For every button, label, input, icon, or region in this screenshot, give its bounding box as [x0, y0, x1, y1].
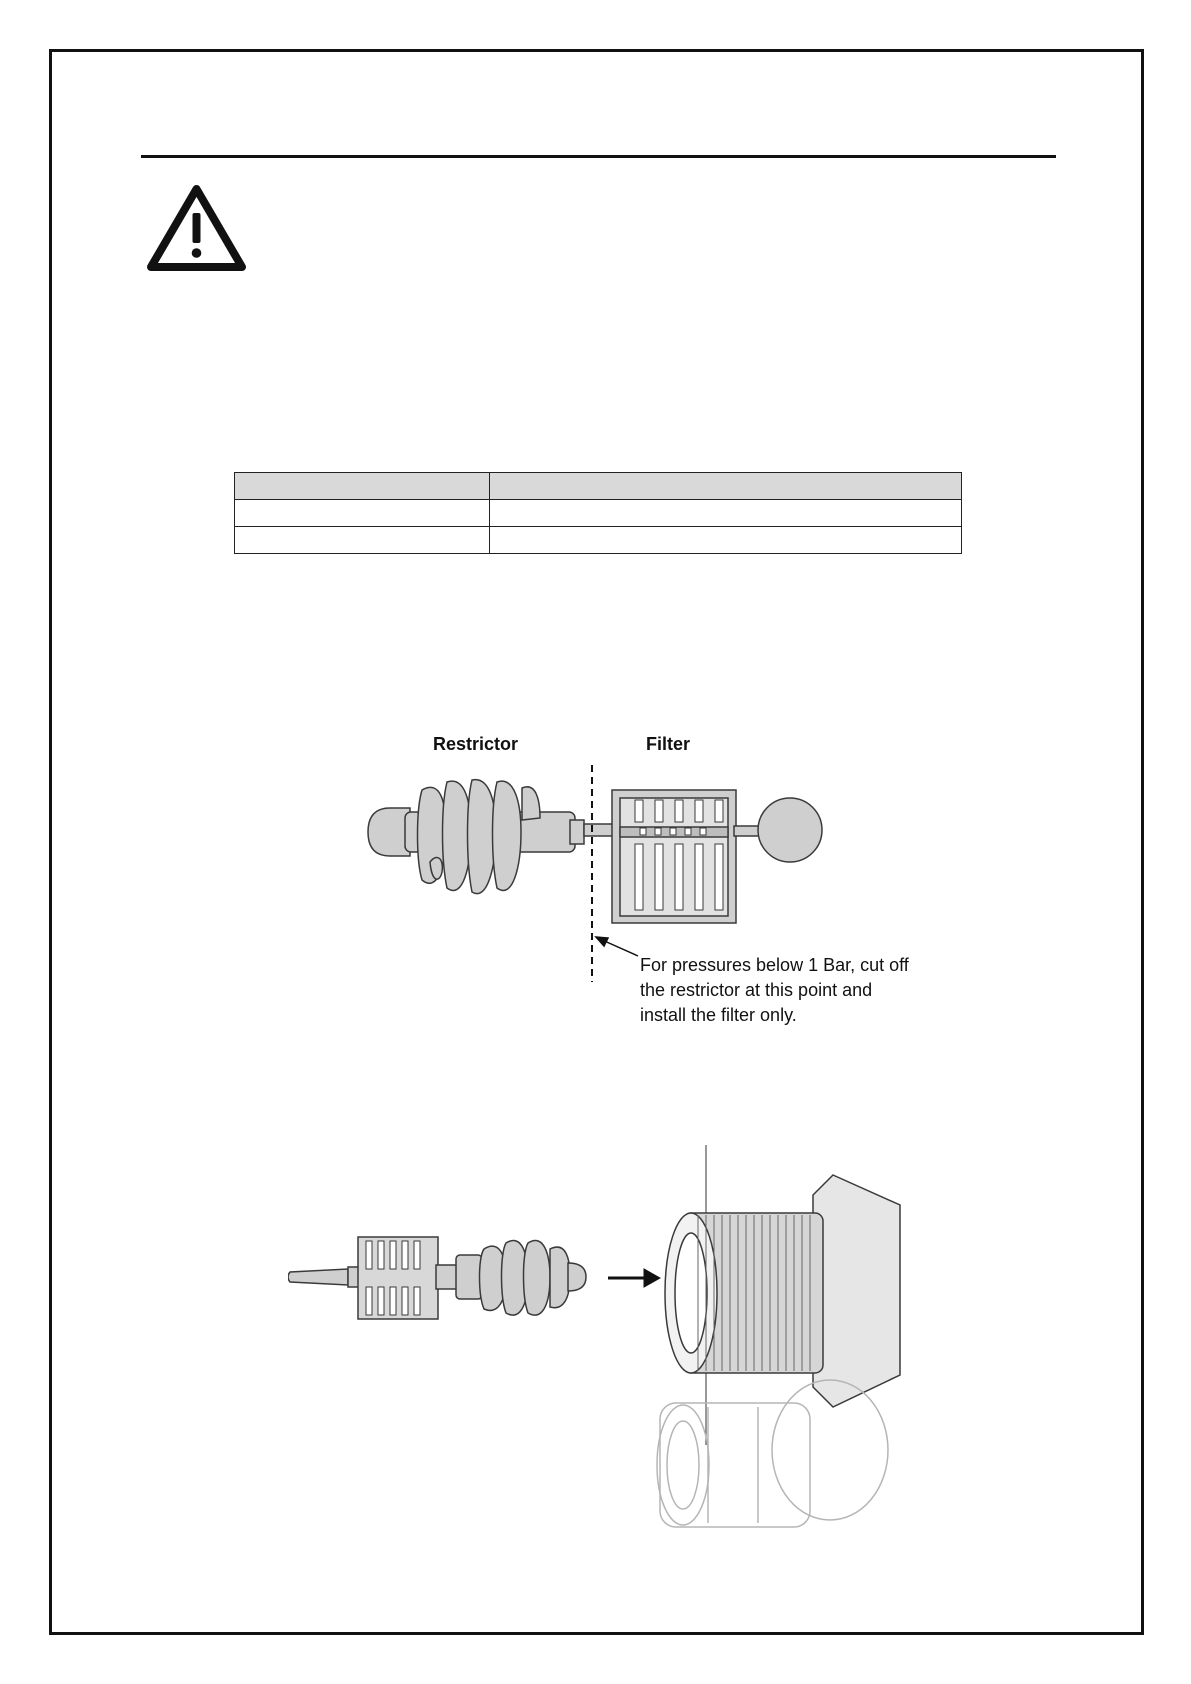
table-cell — [235, 473, 490, 500]
note-line: the restrictor at this point and — [640, 980, 873, 1000]
filter-label: Filter — [646, 734, 691, 754]
table-cell — [235, 500, 490, 527]
table-cell — [490, 500, 962, 527]
table-cell — [235, 527, 490, 554]
restrictor-label: Restrictor — [433, 734, 519, 754]
note-line: install the filter only. — [640, 1005, 797, 1025]
cut-instruction-note — [640, 953, 960, 1028]
table-row — [235, 500, 962, 527]
threaded-fitting — [665, 1175, 900, 1407]
warning-icon — [145, 183, 248, 273]
table-cell — [490, 527, 962, 554]
table-row — [235, 527, 962, 554]
table-cell — [490, 473, 962, 500]
spec-table — [234, 472, 962, 554]
pointer-arrow — [596, 937, 638, 956]
installation-diagram — [288, 1145, 928, 1535]
header-rule — [141, 155, 1056, 158]
note-line: For pressures below 1 Bar, cut off — [640, 955, 909, 975]
table-header-row — [235, 473, 962, 500]
insert-arrow — [608, 1269, 660, 1287]
lock-nut-faded — [657, 1380, 888, 1527]
restrictor-part — [368, 780, 584, 894]
assembly-part — [288, 1237, 586, 1319]
